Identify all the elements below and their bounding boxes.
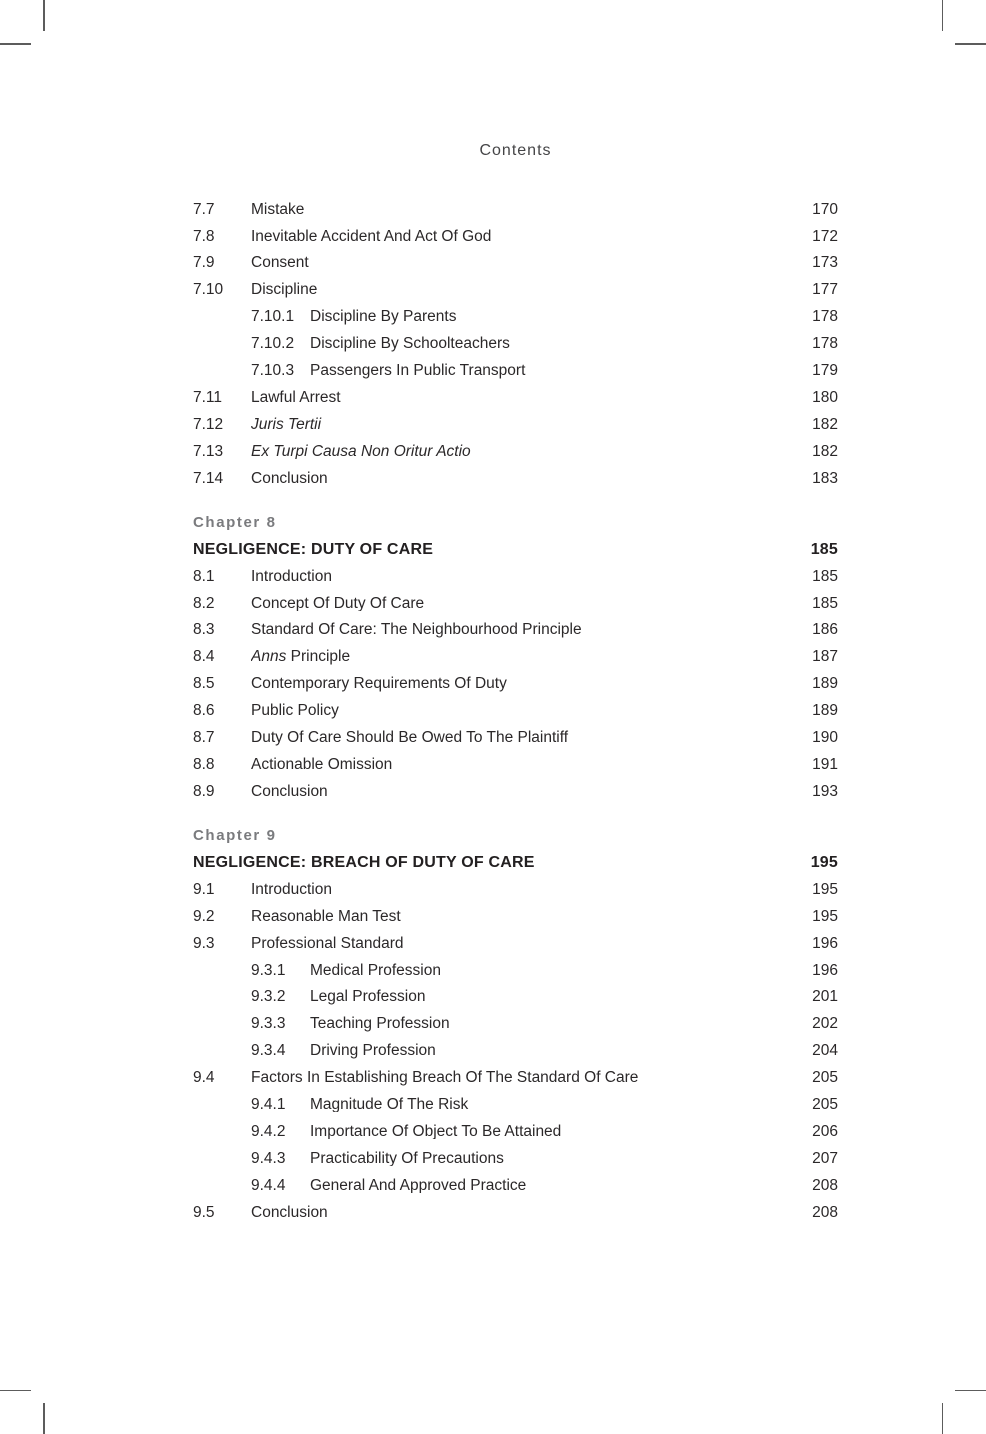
text: Conclusion [251, 470, 328, 487]
entry-number: 9.1 [193, 880, 215, 898]
page-number: 179 [812, 362, 838, 380]
toc-entry [193, 411, 838, 438]
entry-number: 7.10.3 [251, 362, 295, 380]
page-number: 189 [812, 675, 838, 693]
entry-title [251, 417, 792, 433]
text: Concept Of Duty Of Care [251, 595, 425, 612]
text: NEGLIGENCE: DUTY OF CARE [193, 541, 434, 558]
toc-entry [193, 644, 838, 671]
entry-number: 8.2 [193, 594, 215, 612]
entry-title [251, 255, 792, 271]
chapter-title-row [193, 849, 838, 876]
entry-number: 8.4 [193, 648, 215, 666]
page-number: 178 [812, 335, 838, 353]
text: Legal Profession [310, 989, 426, 1005]
chapter-label: Chapter 8 [193, 514, 277, 532]
entry-number: 7.10.1 [251, 308, 295, 326]
toc-entry [193, 465, 838, 492]
crop-mark-top-right-horizontal [955, 43, 986, 45]
entry-title [251, 202, 792, 218]
text: Duty Of Care Should Be Owed To The Plaintiff [251, 730, 569, 746]
entry-title [310, 1151, 792, 1167]
entry-title [251, 471, 792, 487]
toc-entry [193, 984, 838, 1011]
entry-number: 8.6 [193, 702, 215, 720]
page-number: 207 [812, 1149, 838, 1167]
crop-mark-bottom-right-vertical [942, 1403, 944, 1434]
crop-mark-bottom-left-horizontal [0, 1390, 31, 1392]
toc-entry [193, 1064, 838, 1091]
entry-title [251, 1205, 792, 1221]
entry-number: 8.9 [193, 782, 215, 800]
entry-number: 8.8 [193, 755, 215, 773]
section-gap [193, 492, 838, 509]
entry-title [251, 229, 792, 245]
page-number: 177 [812, 281, 838, 299]
toc-entry [193, 330, 838, 357]
toc-entry [193, 1091, 838, 1118]
entry-title [251, 390, 792, 406]
toc-entry [193, 1145, 838, 1172]
text: General And Approved Practice [310, 1177, 527, 1194]
entry-title [251, 730, 792, 746]
entry-title [310, 1043, 792, 1059]
page-number: 189 [812, 702, 838, 720]
entry-title [310, 363, 792, 379]
entry-title [251, 757, 792, 773]
page-number: 208 [812, 1203, 838, 1221]
page-number: 195 [810, 853, 838, 871]
entry-number: 9.3.2 [251, 988, 286, 1006]
section-gap [193, 805, 838, 822]
entry-number: 7.12 [193, 415, 224, 433]
page-number: 187 [812, 648, 838, 666]
entry-title [310, 989, 792, 1005]
text: Standard Of Care: The Neighbourhood Principle [251, 622, 582, 638]
page-number: 185 [810, 540, 838, 558]
page-number: 173 [812, 254, 838, 272]
toc-entry [193, 1038, 838, 1065]
entry-title [251, 282, 792, 298]
text: Contemporary Requirements Of Duty [251, 676, 507, 692]
entry-number: 9.3 [193, 934, 215, 952]
toc-entry [193, 930, 838, 957]
crop-mark-top-right-vertical [942, 0, 944, 31]
chapter-title [193, 542, 792, 558]
text: Mistake [251, 201, 305, 218]
entry-number: 7.8 [193, 227, 215, 245]
entry-number: 8.5 [193, 675, 215, 693]
text: Introduction [251, 568, 332, 585]
toc-entry [193, 223, 838, 250]
toc-entry [193, 1011, 838, 1038]
toc-entry [193, 563, 838, 590]
text: Discipline By Schoolteachers [310, 336, 510, 352]
text: Factors In Establishing Breach Of The Standard Of Care [251, 1070, 639, 1086]
entry-title [251, 596, 792, 612]
entry-title [251, 569, 792, 585]
text: Principle [286, 649, 351, 665]
entry-title [310, 1097, 792, 1113]
toc-entry [193, 1118, 838, 1145]
entry-title [251, 1070, 792, 1086]
toc-entry [193, 590, 838, 617]
entry-title [310, 1178, 792, 1194]
page-number: 196 [812, 934, 838, 952]
page-number: 195 [812, 907, 838, 925]
entry-number: 9.4.3 [251, 1149, 286, 1167]
text: Introduction [251, 881, 332, 898]
chapter-label: Chapter 9 [193, 827, 277, 845]
crop-mark-bottom-right-horizontal [955, 1390, 986, 1392]
entry-number: 9.3.3 [251, 1015, 286, 1033]
text: Conclusion [251, 1204, 328, 1221]
page-number: 208 [812, 1176, 838, 1194]
toc-entry [193, 876, 838, 903]
toc-entry [193, 957, 838, 984]
page-number: 185 [812, 594, 838, 612]
page-number: 180 [812, 388, 838, 406]
entry-number: 9.4.1 [251, 1095, 286, 1113]
entry-title [251, 649, 792, 665]
text: Actionable Omission [251, 756, 393, 773]
text: Passengers In Public Transport [310, 363, 526, 379]
entry-number: 9.3.4 [251, 1042, 286, 1060]
text: Teaching Profession [310, 1016, 450, 1032]
text: Discipline By Parents [310, 309, 457, 325]
page-number: 191 [812, 755, 838, 773]
text: Discipline [251, 282, 318, 298]
page-number: 193 [812, 782, 838, 800]
entry-title [310, 336, 792, 352]
entry-title [310, 963, 792, 979]
italic-text: Anns [251, 649, 287, 665]
toc-entry [193, 304, 838, 331]
page-number: 172 [812, 227, 838, 245]
running-head: Contents [479, 142, 552, 159]
toc-entry [193, 778, 838, 805]
text: Practicability Of Precautions [310, 1150, 504, 1167]
entry-title [251, 784, 792, 800]
entry-title [251, 676, 792, 692]
toc-entry [193, 357, 838, 384]
entry-title [251, 909, 792, 925]
crop-mark-bottom-left-vertical [43, 1403, 45, 1434]
text: Public Policy [251, 703, 339, 719]
entry-number: 7.13 [193, 442, 224, 460]
toc-entry [193, 751, 838, 778]
page-number: 196 [812, 961, 838, 979]
text: Professional Standard [251, 935, 404, 952]
page-number: 202 [812, 1015, 838, 1033]
entry-number: 7.7 [193, 200, 215, 218]
entry-number: 9.4 [193, 1069, 215, 1087]
page-number: 182 [812, 442, 838, 460]
entry-title [251, 936, 792, 952]
crop-mark-top-left-horizontal [0, 43, 31, 45]
entry-number: 9.4.2 [251, 1122, 286, 1140]
toc-entry [193, 1199, 838, 1226]
page-number: 205 [812, 1069, 838, 1087]
page-number: 182 [812, 415, 838, 433]
entry-title [251, 444, 792, 460]
page-number: 195 [812, 880, 838, 898]
toc-entry [193, 250, 838, 277]
toc-entry [193, 903, 838, 930]
toc-entry [193, 277, 838, 304]
toc-entry [193, 617, 838, 644]
italic-text: Ex Turpi Causa Non Oritur Actio [251, 443, 471, 460]
toc-entry [193, 671, 838, 698]
entry-title [251, 703, 792, 719]
entry-number: 7.9 [193, 254, 215, 272]
crop-mark-top-left-vertical [43, 0, 45, 31]
entry-number: 7.10 [193, 281, 224, 299]
text: Conclusion [251, 783, 328, 800]
entry-number: 9.4.4 [251, 1176, 286, 1194]
page-number: 205 [812, 1095, 838, 1113]
page-number: 185 [812, 567, 838, 585]
chapter-title [193, 855, 792, 871]
page-number: 186 [812, 621, 838, 639]
page-number: 178 [812, 308, 838, 326]
text: Inevitable Accident And Act Of God [251, 228, 492, 245]
entry-title [310, 1124, 792, 1140]
entry-number: 9.3.1 [251, 961, 286, 979]
toc-entry [193, 438, 838, 465]
entry-number: 7.10.2 [251, 335, 295, 353]
entry-number: 8.1 [193, 567, 215, 585]
text: Reasonable Man Test [251, 908, 401, 925]
entry-number: 8.3 [193, 621, 215, 639]
text: Importance Of Object To Be Attained [310, 1123, 562, 1140]
italic-text: Juris Tertii [251, 416, 322, 433]
text: Magnitude Of The Risk [310, 1096, 469, 1113]
toc-entry [193, 1172, 838, 1199]
page-number: 201 [812, 988, 838, 1006]
toc-entry [193, 196, 838, 223]
page-number: 204 [812, 1042, 838, 1060]
toc-entry [193, 697, 838, 724]
entry-number: 9.5 [193, 1203, 215, 1221]
entry-title [310, 309, 792, 325]
toc-entry [193, 384, 838, 411]
entry-title [251, 622, 792, 638]
text: NEGLIGENCE: BREACH OF DUTY OF CARE [193, 854, 535, 871]
entry-title [251, 882, 792, 898]
entry-number: 7.14 [193, 469, 224, 487]
text: Medical Profession [310, 962, 441, 979]
entry-number: 8.7 [193, 729, 215, 746]
page-number: 183 [812, 469, 838, 487]
entry-number: 7.11 [193, 388, 223, 406]
chapter-title-row [193, 536, 838, 563]
entry-title [310, 1016, 792, 1032]
page-number: 190 [812, 729, 838, 746]
page-number: 206 [812, 1122, 838, 1140]
toc-entry [193, 724, 838, 751]
text: Lawful Arrest [251, 389, 341, 406]
page-number: 170 [812, 200, 838, 218]
text: Driving Profession [310, 1043, 436, 1059]
table-of-contents [193, 196, 838, 1226]
text: Consent [251, 255, 309, 271]
entry-number: 9.2 [193, 907, 215, 925]
